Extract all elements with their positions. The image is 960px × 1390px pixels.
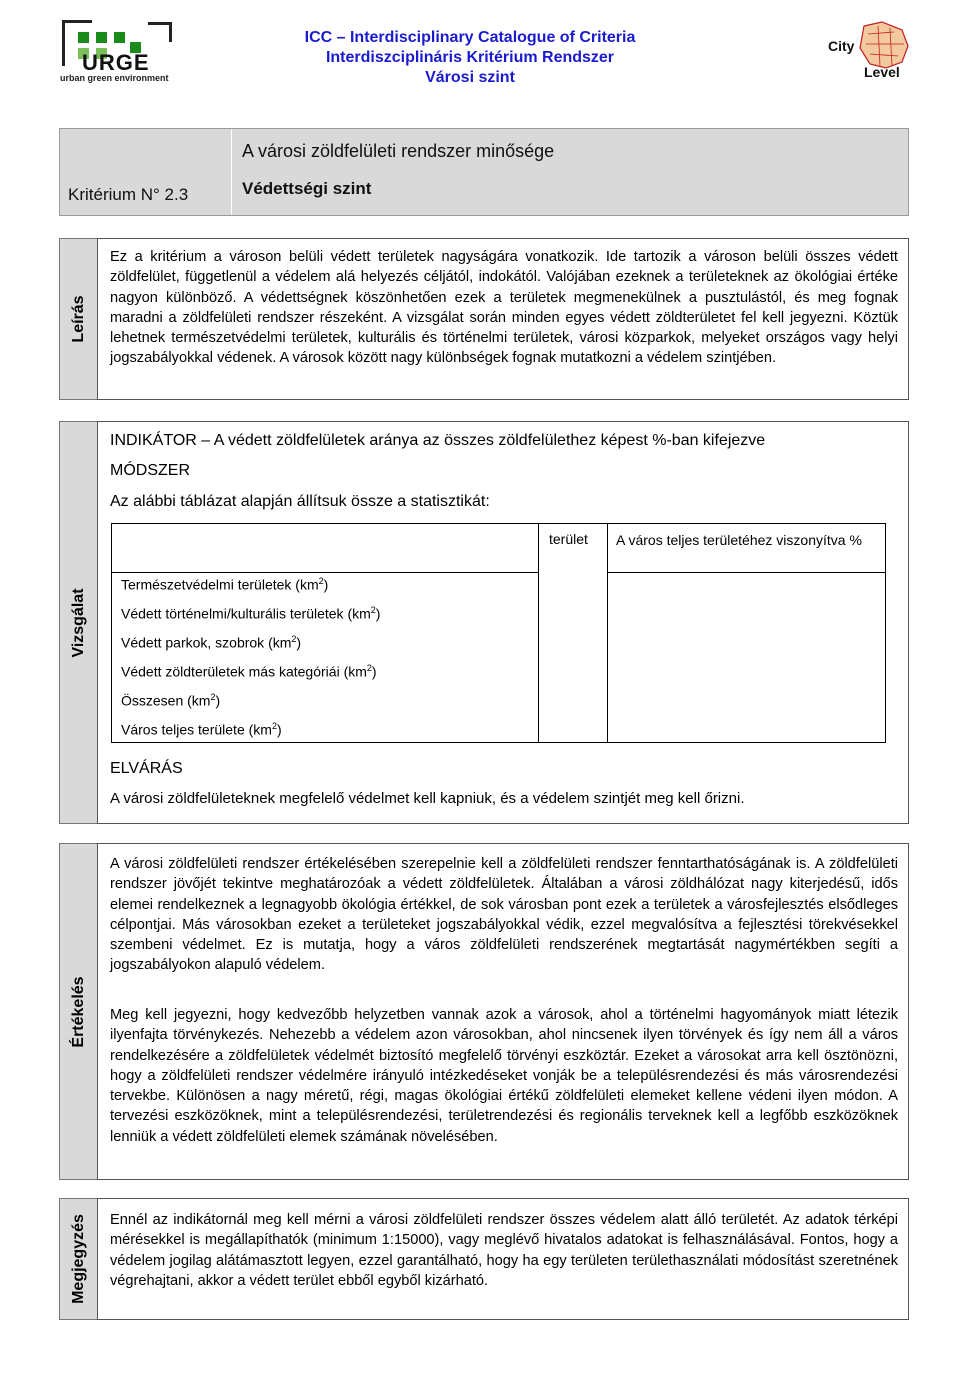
section-label-megjegyzes: Megjegyzés (59, 1198, 98, 1320)
city-badge-bottom: Level (864, 64, 900, 80)
megjegyzes-text: Ennél az indikátornál meg kell mérni a városi zöldfelületi rendszer összes védelem alatt álló területét. Az adatok térképi mérésekkel is megállapíthatók (minimum 1:15000), vagy meglévő hivatalos adatokat is felhasználásával. Fontos, hogy a védelem jogilag alátámasztott legyen, ezzel garantálható, hogy ha egy területen területhasználati módosítást szeretnének végrehajtani, akkor a védett terület ebből egyből kizárható. (110, 1212, 898, 1289)
header-title-line-3: Városi szint (425, 69, 515, 86)
row-label: Védett történelmi/kulturális területek (km (121, 605, 371, 622)
logo-square-2 (96, 32, 107, 43)
table-col-divider-1 (538, 524, 539, 742)
elvaras-text: A városi zöldfelületeknek megfelelő védelmet kell kapniuk, és a védelem szintjét meg kell őrizni. (110, 790, 745, 807)
modszer-heading: MÓDSZER (110, 462, 190, 479)
criterion-subtitle: A városi zöldfelületi rendszer minősége (242, 141, 555, 161)
ertekeles-paragraph-1: A városi zöldfelületi rendszer értékelésében szerepelnie kell a zöldfelületi rendszer fenntarthatóságának is. A zöldfelületi rendszer jövőjét tekintve meghatározóak a védett zöldfelületek. Általában a városi zöldhálózat nagy kiterjedésű, idős elemei rendelkeznek a legnagyobb ökológia értékkel, de sok városban pont ezek a területek a városfejlesztés elsődleges célpontjai. Más városokban ezeket a területeket jogszabályokkal védik, ezzel megvalósítva a fejlesztési törekvésekkel szembeni védelmet. Ez is mutatja, hogy a város zöldfelületi rendszerének megtartását nagymértékben segíti a jogszabályokon alapuló védelem. (110, 856, 898, 974)
indikator-line: INDIKÁTOR – A védett zöldfelületek aránya az összes zöldfelülethez képest %-ban kifejezve (110, 432, 766, 449)
row-end: ) (296, 634, 302, 651)
section-label-vizsgalat: Vizsgálat (59, 421, 98, 824)
ertekeles-paragraph-2: Meg kell jegyezni, hogy kedvezőbb helyzetben vannak azok a városok, ahol a történelmi hagyományok miatt létezik ilyenfajta törvénykezés. Nehezebb a védelem azon városokban, ahol nincsenek ilyen törvények és így nem áll a város rendelkezésére a zöldfelületek védelmét biztosító megfelelő törvényi eszköztár. Ezeket a városokat arra kell ösztönözni, hogy a zöldfelületi rendszer védelmére irányuló intézkedéseket vonják be a településrendezési és más városrendezési tervekbe. Különösen a nagy méretű, régi, magas ökológiai értékű zöldfelületi elemeket kellene védeni ilyen módon. A tervezési eszközöknek, mint a településrendezési, területrendezési és regionális terveknek kell a legfőbb eszközöknek lenniük a védett zöldfelületi elemek számának növelésében. (110, 1007, 898, 1145)
protected-areas-table (111, 523, 886, 743)
row-sup: 2 (318, 576, 324, 586)
section-ertekeles (97, 843, 909, 1180)
table-row (121, 721, 282, 738)
row-end: ) (371, 663, 377, 680)
table-header-percent: A város teljes területéhez viszonyítva % (616, 532, 862, 548)
table-row (121, 576, 328, 593)
table-col-divider-2 (607, 524, 608, 742)
logo-square-1 (78, 32, 89, 43)
header-title (250, 28, 690, 88)
row-sup: 2 (370, 605, 376, 615)
table-row (121, 663, 377, 680)
logo-square-3 (114, 32, 125, 43)
leiras-text: Ez a kritérium a városon belüli védett területek nagyságára vonatkozik. Ide tartozik a városon belüli összes védett zöldfelület, függetlenül a védelem alá helyezés céljától, indokától. Valójában ezeknek a területeknek az ökológiai értéke nagyon különböző. A védettségnek köszönhetően ezek a területek megmenekülnek a pusztulástól, és meg fognak maradni a zöldfelületi rendszer részeként. A vizsgálat során minden egyes védett zöldterületet fel kell jegyezni. Köztük lehetnek természetvédelmi területek, kulturális és történelmi területek, városi közparkok, melyeket országos vagy helyi jogszabályokkal védenek. A városok között nagy különbségek fognak mutatkozni a védelem szintjében. (110, 249, 898, 367)
row-end: ) (215, 692, 221, 709)
row-sup: 2 (271, 721, 277, 731)
header-title-line-1: ICC – Interdisciplinary Catalogue of Criteria (304, 29, 636, 46)
section-leiras (97, 238, 909, 400)
city-badge-top: City (828, 38, 855, 54)
row-label: Védett zöldterületek más kategóriái (km (121, 663, 367, 680)
row-sup: 2 (366, 663, 372, 673)
table-row (121, 634, 301, 651)
header-title-line-2: Interdiszciplináris Kritérium Rendszer (325, 49, 615, 66)
logo-text: URGE (82, 50, 150, 75)
row-sup: 2 (210, 692, 216, 702)
table-intro: Az alábbi táblázat alapján állítsuk össze a statisztikát: (110, 493, 490, 510)
row-label: Összesen (km (121, 692, 211, 709)
logo-subtitle: urban green environment (60, 73, 169, 83)
criterion-title: Védettségi szint (242, 179, 372, 198)
table-row (121, 692, 220, 709)
criterion-header (59, 128, 909, 216)
row-label: Természetvédelmi területek (km (121, 576, 319, 593)
criterion-separator (231, 129, 232, 215)
row-label: Védett parkok, szobrok (km (121, 634, 292, 651)
elvaras-heading: ELVÁRÁS (110, 760, 183, 777)
city-level-badge (824, 18, 914, 82)
table-header-area: terület (549, 531, 588, 547)
criterion-number: Kritérium N° 2.3 (68, 185, 189, 204)
section-label-ertekeles: Értékelés (59, 843, 98, 1180)
section-megjegyzes (97, 1198, 909, 1320)
row-label: Város teljes területe (km (121, 721, 272, 738)
section-label-leiras: Leírás (59, 238, 98, 400)
row-end: ) (276, 721, 282, 738)
table-row (121, 605, 380, 622)
row-end: ) (375, 605, 381, 622)
table-header-divider (112, 572, 538, 573)
table-header-divider-right (607, 572, 885, 573)
row-sup: 2 (291, 634, 297, 644)
logo-frame-right (148, 22, 172, 42)
row-end: ) (323, 576, 329, 593)
